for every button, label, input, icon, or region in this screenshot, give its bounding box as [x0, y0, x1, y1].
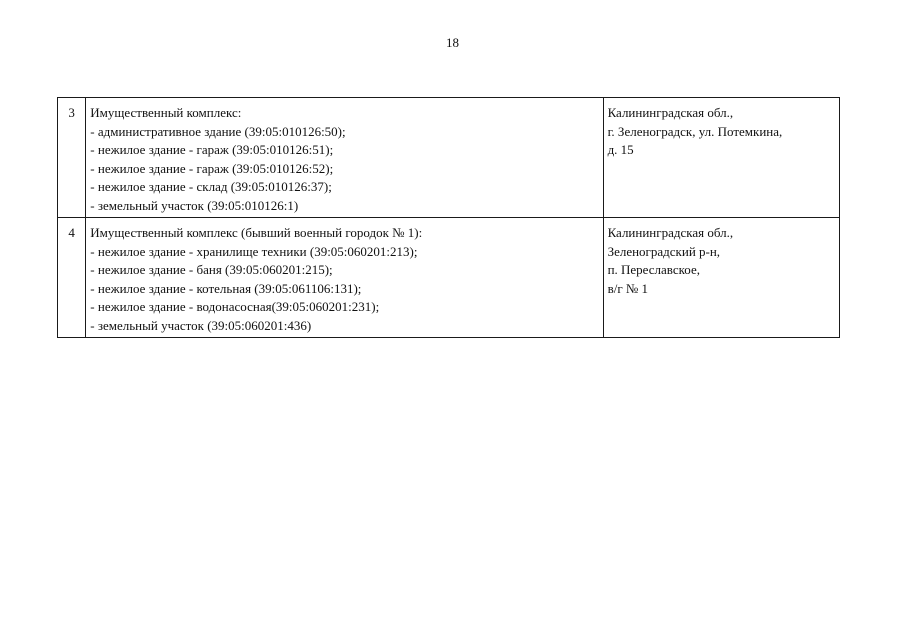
- address-line: Калининградская обл.,: [607, 105, 734, 120]
- property-item: - земельный участок (39:05:010126:1): [90, 197, 299, 213]
- property-description-cell: [86, 218, 603, 338]
- row-number: 3: [68, 105, 75, 120]
- property-item: - земельный участок (39:05:060201:436): [90, 317, 312, 333]
- address-cell: [603, 98, 839, 218]
- property-title: Имущественный комплекс (бывший военный городок № 1):: [90, 225, 423, 240]
- row-number-cell: [58, 218, 86, 338]
- address-cell: [603, 218, 839, 338]
- address-line: г. Зеленоградск, ул. Потемкина,: [607, 123, 783, 139]
- property-table: [57, 97, 840, 338]
- property-item: - нежилое здание - гараж (39:05:010126:52);: [90, 160, 334, 176]
- row-number: 4: [68, 225, 75, 240]
- property-description-cell: [86, 98, 603, 218]
- property-item: - нежилое здание - котельная (39:05:061106:131);: [90, 280, 362, 296]
- property-item: - административное здание (39:05:010126:50);: [90, 123, 346, 139]
- property-item: - нежилое здание - хранилище техники (39:05:060201:213);: [90, 243, 418, 259]
- address-line: Калининградская обл.,: [607, 225, 734, 240]
- page-number: 18: [446, 35, 459, 50]
- address-line: Зеленоградский р-н,: [607, 243, 721, 259]
- table-row: [58, 98, 840, 218]
- row-number-cell: [58, 98, 86, 218]
- table-row: [58, 218, 840, 338]
- property-item: - нежилое здание - водонасосная(39:05:060201:231);: [90, 299, 380, 314]
- property-title: Имущественный комплекс:: [90, 105, 242, 120]
- property-item: - нежилое здание - баня (39:05:060201:215);: [90, 262, 333, 277]
- address-line: п. Переславское,: [607, 262, 700, 277]
- property-item: - нежилое здание - склад (39:05:010126:37);: [90, 179, 332, 194]
- address-line: д. 15: [607, 142, 634, 157]
- property-item: - нежилое здание - гараж (39:05:010126:51);: [90, 142, 334, 157]
- address-line: в/г № 1: [607, 280, 649, 296]
